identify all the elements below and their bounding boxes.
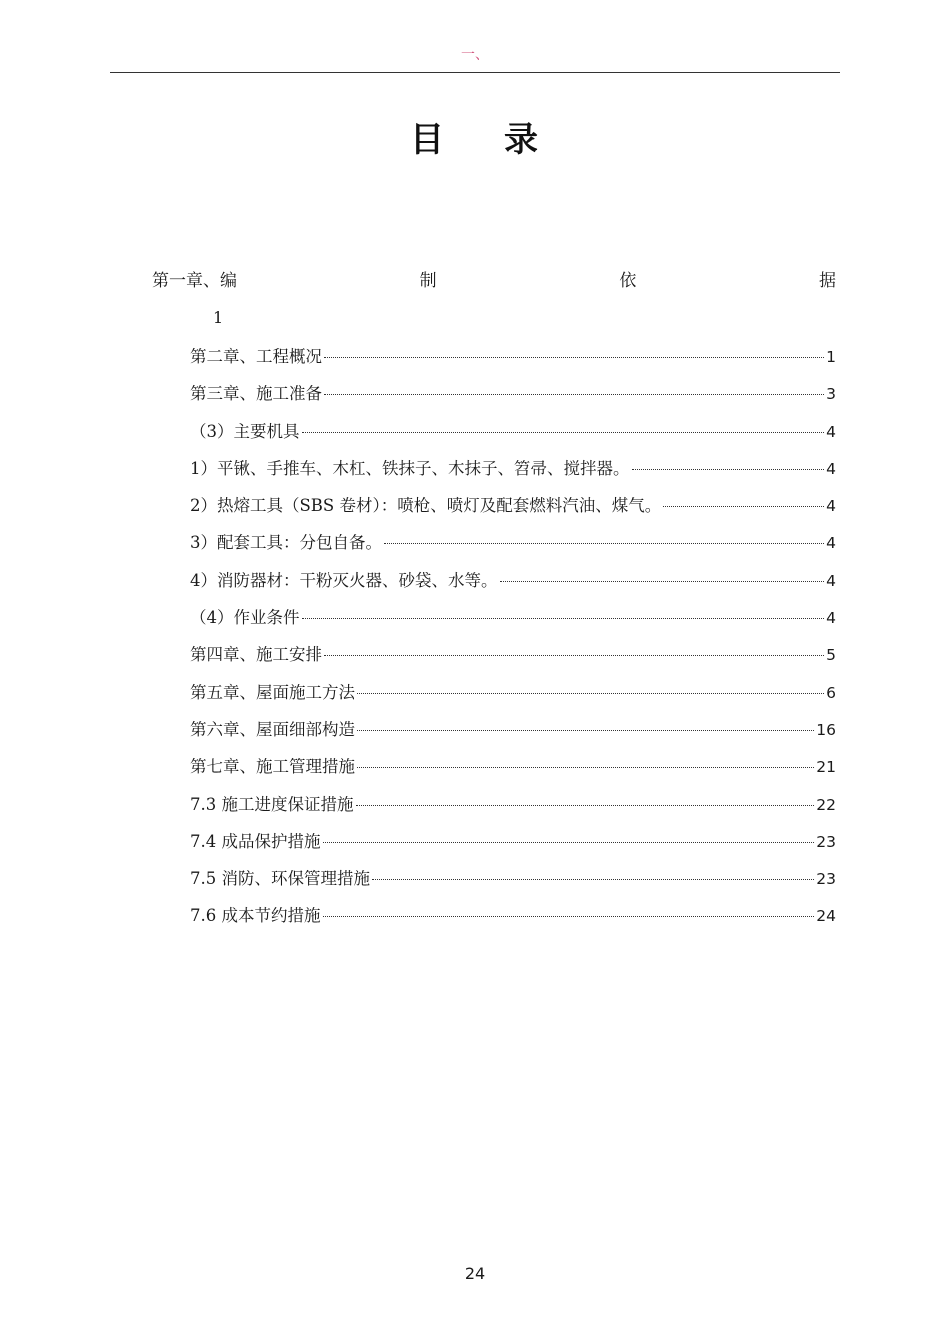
toc-list [190,343,836,940]
toc-page: 4 [826,534,836,553]
toc-label: 第七章、施工管理措施 [190,757,355,777]
toc-leader [500,581,825,582]
toc-page: 4 [826,609,836,628]
toc-entry[interactable] [190,418,836,455]
toc-page: 4 [826,422,836,441]
toc-label: 4）消防器材：干粉灭火器、砂袋、水等。 [190,570,498,590]
toc-leader [384,543,824,544]
toc-entry[interactable] [190,791,836,828]
toc-leader [356,805,815,806]
toc-entry-chapter-1[interactable] [152,266,836,291]
page-title [0,112,950,161]
header-rule [110,72,840,73]
toc-page: 16 [816,720,836,739]
toc-page: 3 [826,385,836,404]
toc-label: 第三章、施工准备 [190,384,322,404]
toc-entry[interactable] [190,902,836,939]
page-number: 24 [464,1264,486,1283]
toc-leader [323,842,815,843]
toc-label: 1）平锹、手推车、木杠、铁抹子、木抹子、笤帚、搅拌器。 [190,458,630,478]
toc-entry[interactable] [190,753,836,790]
toc-leader [632,469,825,470]
toc-leader [372,879,814,880]
toc-page: 22 [816,795,836,814]
toc-page: 4 [826,571,836,590]
toc-label: 第六章、屋面细部构造 [190,719,355,739]
toc-entry[interactable] [190,716,836,753]
header-mark: 一、 [461,47,489,63]
toc-label: 7.5 消防、环保管理措施 [190,869,370,889]
toc-label: 第二章、工程概况 [190,347,322,366]
toc-page: 4 [826,459,836,478]
toc-leader [324,357,824,358]
toc-leader [357,693,824,694]
toc-first-part: 据 [818,271,836,291]
toc-entry[interactable] [190,380,836,417]
toc-leader [357,730,814,731]
toc-page: 24 [816,907,836,926]
toc-page: 21 [816,758,836,777]
toc-page: 23 [816,870,836,889]
toc-leader [663,506,824,507]
toc-leader [324,655,824,656]
toc-entry[interactable] [190,343,836,380]
toc-label: 第四章、施工安排 [190,645,322,665]
toc-leader [323,916,815,917]
toc-label: 3）配套工具：分包自备。 [190,533,382,553]
toc-page: 1 [826,348,836,366]
toc-label: （3）主要机具 [190,421,300,441]
toc-page: 6 [826,683,836,702]
toc-label: 7.3 施工进度保证措施 [190,794,354,814]
toc-label: 第五章、屋面施工方法 [190,682,355,702]
toc-leader [324,394,824,395]
toc-entry[interactable] [190,641,836,678]
toc-label: 7.6 成本节约措施 [190,906,321,926]
title-char-2: 录 [504,120,540,160]
toc-leader [357,767,814,768]
toc-page: 5 [826,646,836,665]
toc-first-part: 第一章、编 [152,271,237,291]
toc-label: （4）作业条件 [190,608,300,628]
toc-entry[interactable] [190,529,836,566]
toc-first-part: 依 [619,271,637,291]
toc-entry[interactable] [190,679,836,716]
toc-label: 2）热熔工具（SBS 卷材）：喷枪、喷灯及配套燃料汽油、煤气。 [190,496,662,516]
toc-page: 23 [816,832,836,851]
toc-entry[interactable] [190,455,836,492]
toc-page: 4 [826,497,836,516]
toc-entry[interactable] [190,567,836,604]
title-char-1: 目 [410,120,446,160]
toc-entry[interactable] [190,604,836,641]
toc-entry-chapter-1-page: 1 [213,308,224,327]
toc-leader [302,618,825,619]
toc-leader [302,432,825,433]
toc-label: 7.4 成品保护措施 [190,831,321,851]
toc-entry[interactable] [190,492,836,529]
toc-first-part: 制 [419,271,437,291]
toc-entry[interactable] [190,865,836,902]
toc-entry[interactable] [190,828,836,865]
